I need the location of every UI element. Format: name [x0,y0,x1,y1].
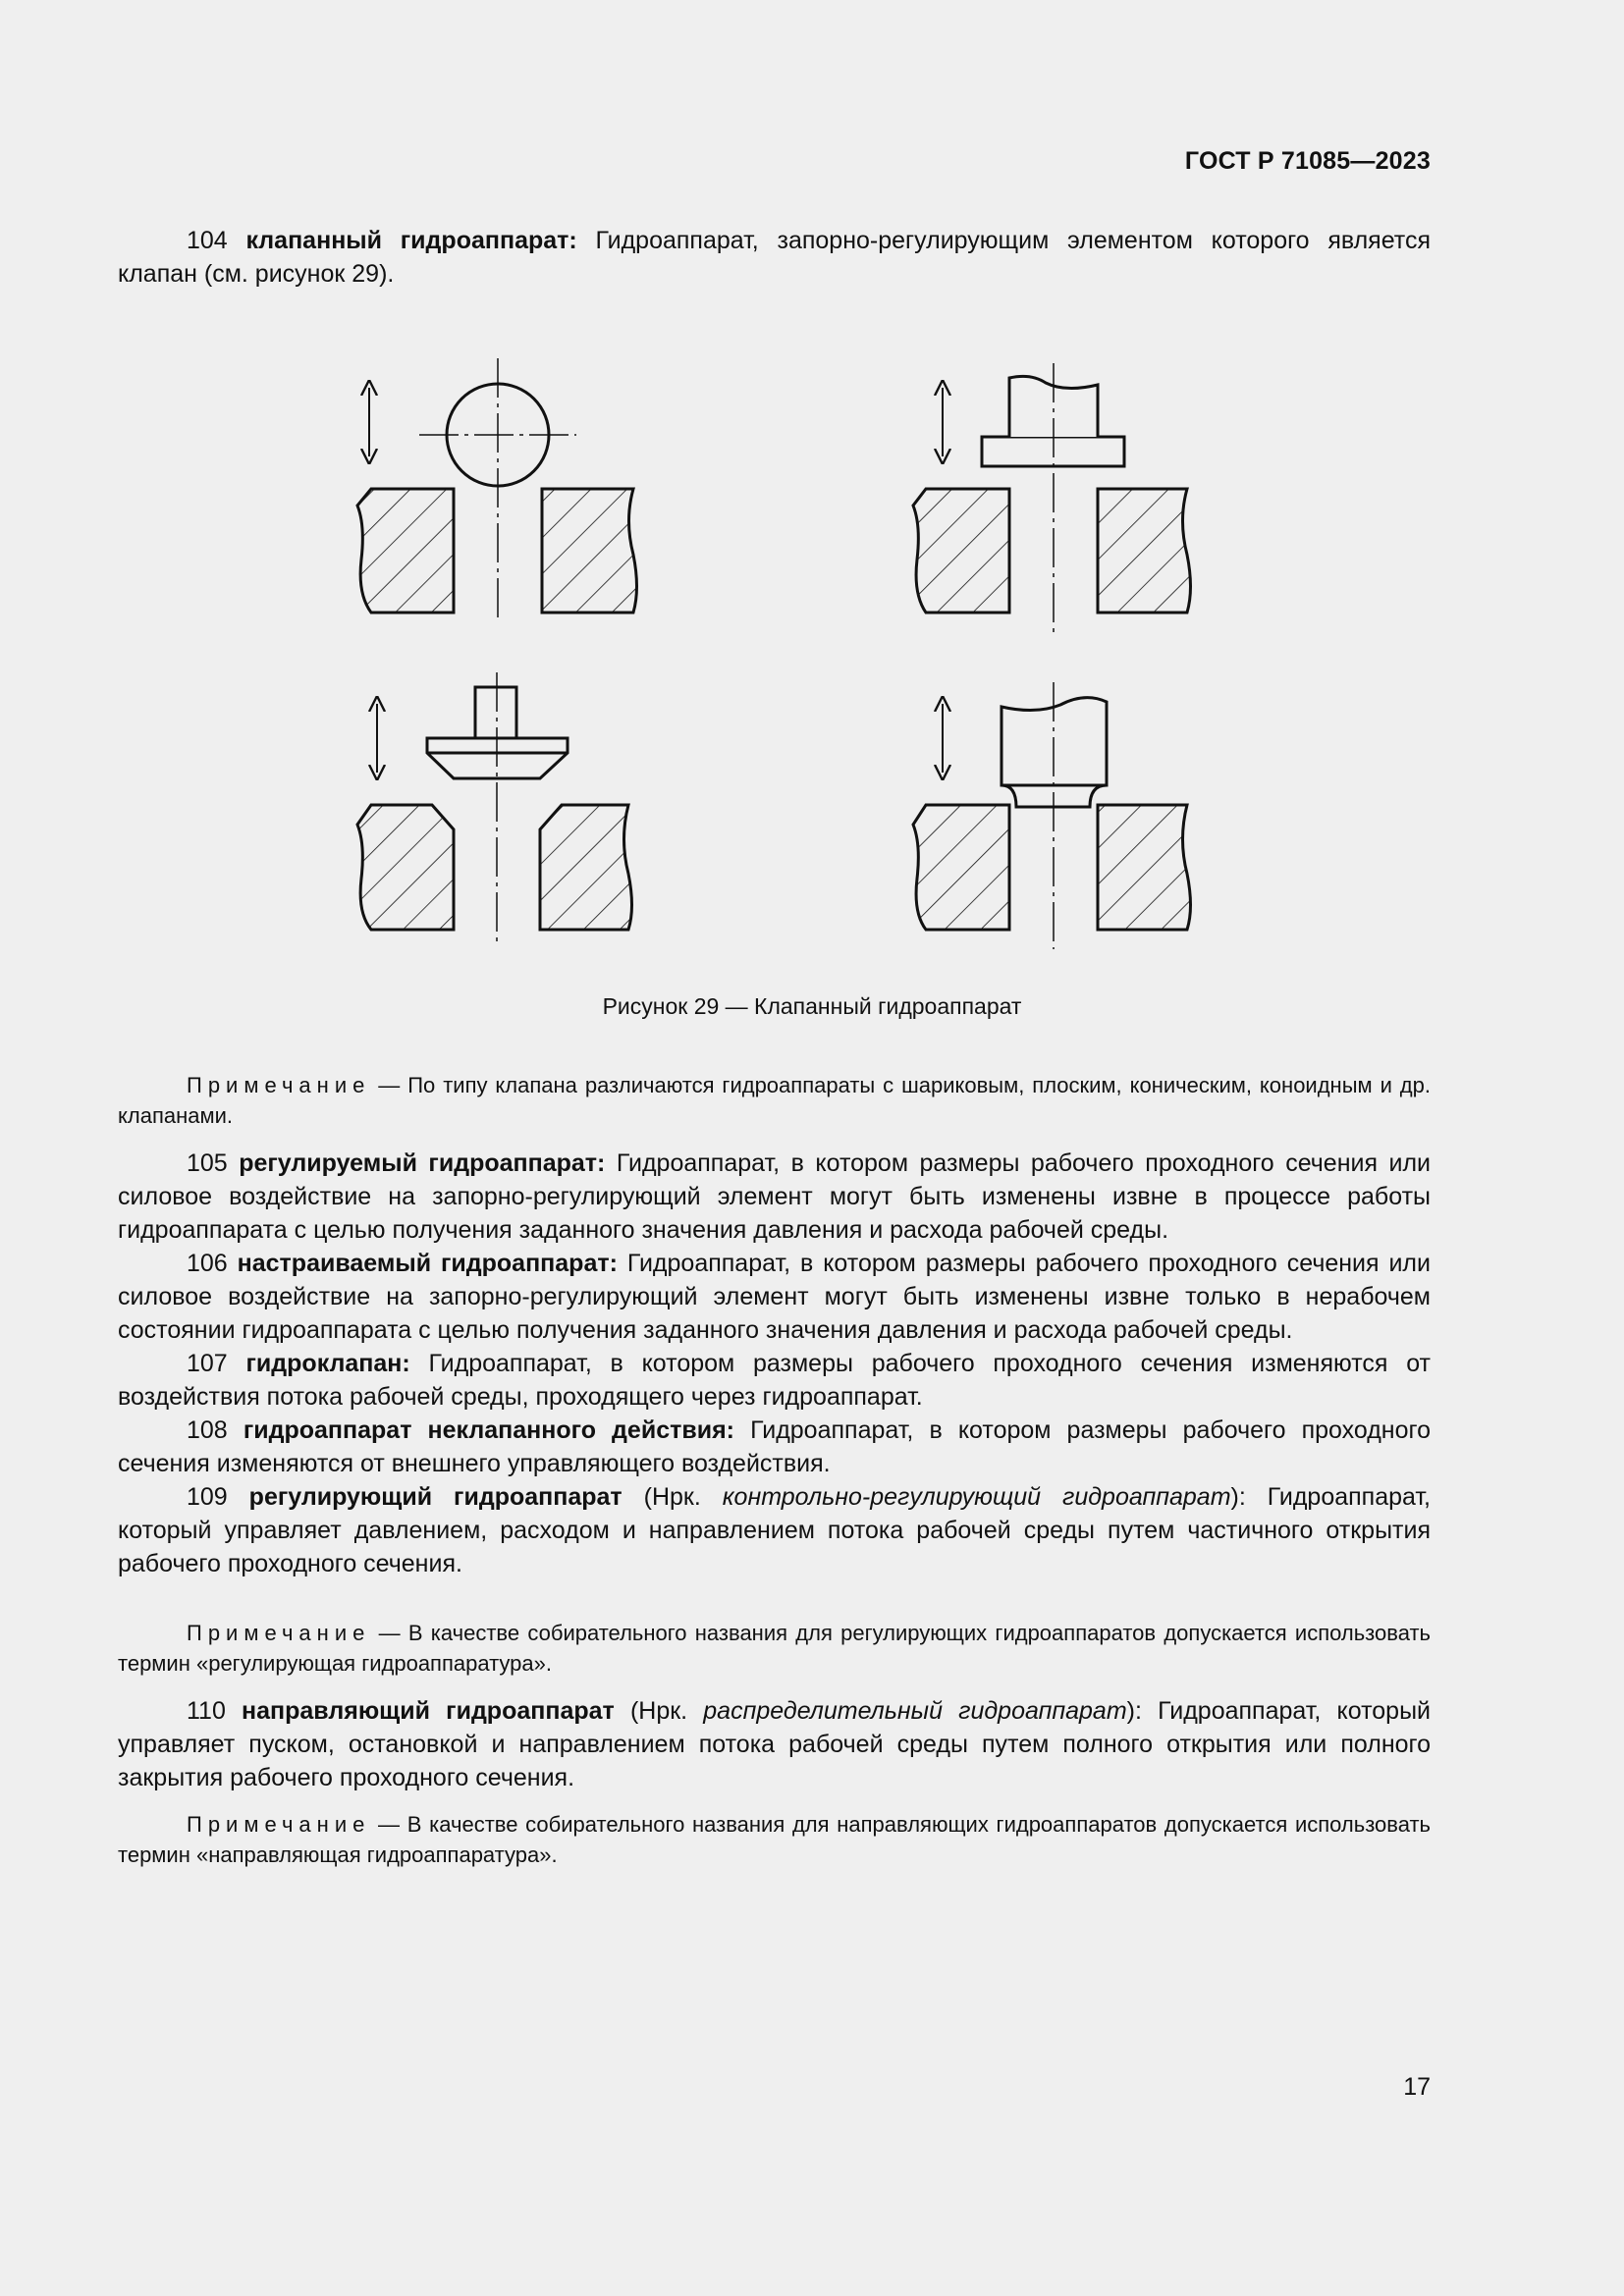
note-text: — В качестве собирательного названия для регулирующих гидроаппаратов допускается использовать термин «регулирующая гидроаппаратура». [118,1621,1431,1676]
document-header-id: ГОСТ Р 71085—2023 [1184,147,1431,175]
seat-body-right [1098,805,1191,930]
seat-body-left [357,805,454,930]
term-110 [118,1694,1431,1794]
term-deprecated-name: распределительный гидроаппарат [703,1697,1127,1725]
term-number: 106 [187,1250,228,1277]
term-108 [118,1414,1431,1480]
term-number: 108 [187,1416,228,1444]
term-definition: Гидроаппарат, в котором размеры рабочего проходного сечения изменяются от воздействия потока рабочей среды, проходящего через гидроаппарат. [118,1350,1431,1411]
term-number: 110 [187,1697,226,1725]
page-number: 17 [1403,2073,1431,2101]
note-text: — В качестве собирательного названия для направляющих гидроаппаратов допускается использовать термин «направляющая гидроаппаратура». [118,1812,1431,1867]
term-number: 105 [187,1149,228,1177]
term-104 [118,224,1431,291]
term-107 [118,1347,1431,1414]
term-109 [118,1480,1431,1580]
term-number: 107 [187,1350,228,1377]
valve-stem [475,687,516,738]
term-definition: ): Гидроаппарат, который управляет пуском, остановкой и направлением потока рабочей среды путем полного открытия или полного закрытия рабочего проходного сечения. [118,1697,1432,1791]
seat-body-left [357,489,454,613]
seat-body-right [1098,489,1191,613]
conoid-valve-drawing [913,682,1191,949]
term-106 [118,1247,1431,1347]
term-deprecated-prefix: (Нрк. [614,1697,704,1725]
term-number: 109 [187,1483,228,1511]
term-name: гидроаппарат неклапанного действия: [243,1416,734,1444]
note-1 [118,1070,1431,1131]
term-deprecated-prefix: (Нрк. [622,1483,723,1511]
term-definition: Гидроаппарат, запорно-регулирующим элементом которого является клапан (см. рисунок 29). [118,227,1431,288]
term-105 [118,1147,1431,1247]
flat-valve-drawing [913,363,1191,638]
note-label: Примечание [187,1621,371,1645]
term-name: клапанный гидроаппарат: [245,227,577,254]
term-definition: Гидроаппарат, в котором размеры рабочего проходного сечения или силовое воздействие на запорно-регулирующий элемент могут быть изменены извне в процессе работы гидроаппарата с целью получения заданного значения давления и расхода рабочей среды. [118,1149,1432,1244]
valve-figure [334,348,1218,957]
term-name: регулирующий гидроаппарат [248,1483,623,1511]
conical-valve-drawing [357,672,632,947]
term-name: регулируемый гидроаппарат: [239,1149,606,1177]
terms-105-109 [118,1147,1431,1580]
term-definition: ): Гидроаппарат, который управляет давлением, расходом и направлением потока рабочей среды путем частичного открытия рабочего проходного сечения. [118,1483,1432,1577]
term-definition: Гидроаппарат, в котором размеры рабочего проходного сечения или силовое воздействие на запорно-регулирующий элемент могут быть изменены извне только в нерабочем состоянии гидроаппарата с целью получения заданного значения давления и расхода рабочей среды. [118,1250,1431,1344]
term-number: 104 [187,227,228,254]
figure-caption: Рисунок 29 — Клапанный гидроаппарат [602,993,1022,1019]
term-definition: Гидроаппарат, в котором размеры рабочего проходного сечения изменяются от внешнего управляющего воздействия. [118,1416,1431,1477]
term-deprecated-name: контрольно-регулирующий гидроаппарат [722,1483,1231,1511]
seat-body-left [913,489,1009,613]
note-2 [118,1618,1431,1679]
seat-body-left [913,805,1009,930]
term-name: настраиваемый гидроаппарат: [237,1250,618,1277]
note-label: Примечание [187,1812,371,1837]
ball-valve-drawing [357,358,637,623]
term-name: гидроклапан: [245,1350,410,1377]
seat-body-right [540,805,632,930]
seat-body-right [542,489,637,613]
note-text: — По типу клапана различаются гидроаппараты с шариковым, плоским, коническим, коноидным и др. клапанами. [118,1073,1431,1128]
term-name: направляющий гидроаппарат [242,1697,615,1725]
note-label: Примечание [187,1073,371,1097]
note-3 [118,1809,1431,1870]
